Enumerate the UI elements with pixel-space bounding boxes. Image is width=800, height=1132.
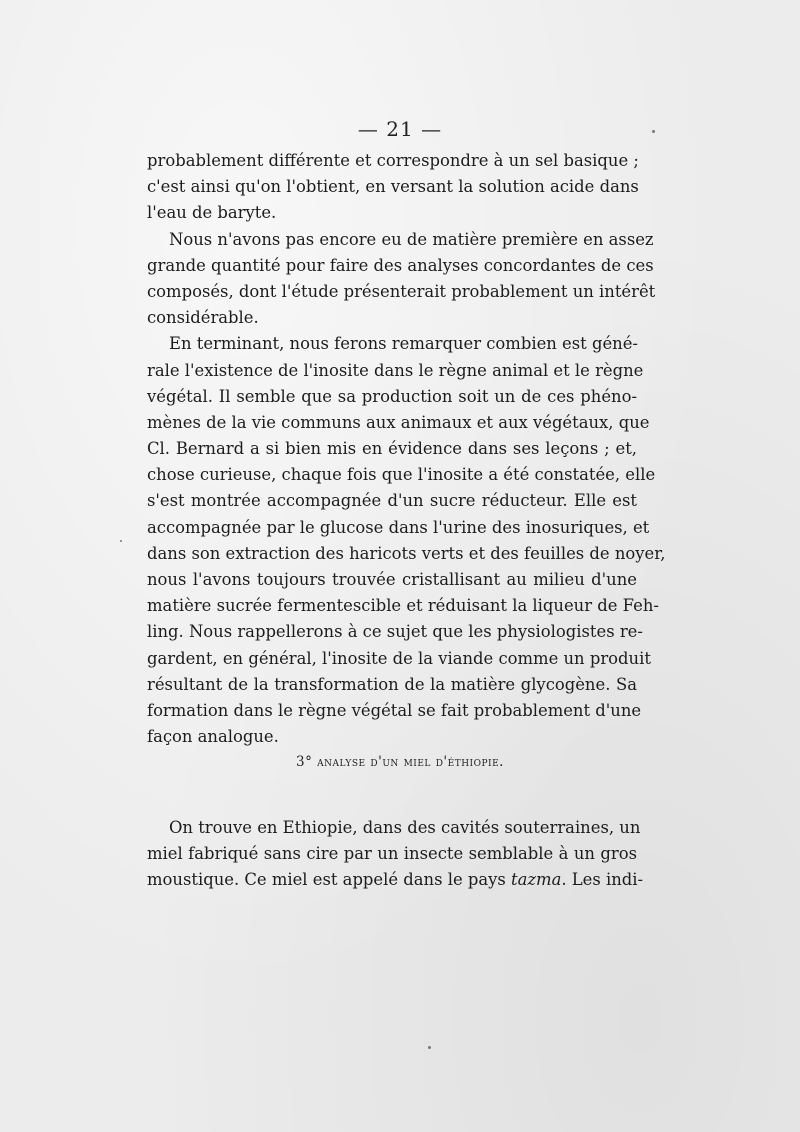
text-line: chose curieuse, chaque fois que l'inosite a été constatée, elle (147, 465, 656, 485)
paper-speck (428, 1046, 431, 1049)
text-line: formation dans le règne végétal se fait probablement d'une (147, 700, 642, 720)
text-line: nous l'avons toujours trouvée cristallisant au milieu d'une (147, 570, 637, 589)
text-line: considérable. (147, 308, 259, 328)
text-line: composés, dont l'étude présenterait probablement un intérêt (147, 281, 656, 301)
text-line: probablement différente et correspondre à un sel basique ; (147, 151, 639, 170)
text-line-with-italic (147, 867, 644, 893)
text-line: miel fabriqué sans cire par un insecte semblable à un gros (147, 844, 637, 864)
text-line: ling. Nous rappellerons à ce sujet que les physiologistes re- (147, 622, 643, 642)
text-line: dans son extraction des haricots verts et des feuilles de noyer, (147, 543, 666, 563)
page-number: — 21 — (357, 117, 443, 141)
text-line: résultant de la transformation de la matière glycogène. Sa (147, 674, 637, 694)
text-line: façon analogue. (147, 727, 279, 747)
italic-term: tazma (511, 870, 562, 890)
text-line: accompagnée par le glucose dans l'urine des inosuriques, et (147, 517, 650, 537)
text-line: l'eau de baryte. (147, 203, 277, 223)
text-line: Nous n'avons pas encore eu de matière première en assez (169, 229, 654, 249)
text-line: végétal. Il semble que sa production soit un de ces phéno- (147, 386, 637, 406)
paper-speck (652, 130, 655, 133)
text-run: moustique. Ce miel est appelé dans le pays (147, 870, 512, 890)
text-line: En terminant, nous ferons remarquer combien est géné- (169, 334, 638, 354)
text-line: rale l'existence de l'inosite dans le règne animal et le règne (147, 360, 644, 380)
text-line: s'est montrée accompagnée d'un sucre réducteur. Elle est (147, 491, 637, 511)
paper-speck (120, 540, 122, 542)
main-paragraphs (147, 148, 666, 750)
text-line: Cl. Bernard a si bien mis en évidence dans ses leçons ; et, (147, 439, 637, 459)
text-line: c'est ainsi qu'on l'obtient, en versant la solution acide dans (147, 177, 639, 197)
text-run: . Les indi- (561, 870, 644, 890)
text-line: grande quantité pour faire des analyses concordantes de ces (147, 255, 654, 275)
text-line: gardent, en général, l'inosite de la viande comme un produit (147, 648, 651, 668)
text-line: On trouve en Ethiopie, dans des cavités souterraines, un (169, 818, 641, 837)
text-line: matière sucrée fermentescible et réduisant la liqueur de Feh- (147, 596, 659, 616)
section-heading: 3° analyse d'un miel d'éthiopie. (296, 754, 504, 770)
text-line: mènes de la vie communs aux animaux et aux végétaux, que (147, 412, 650, 432)
section-paragraph (147, 815, 644, 894)
